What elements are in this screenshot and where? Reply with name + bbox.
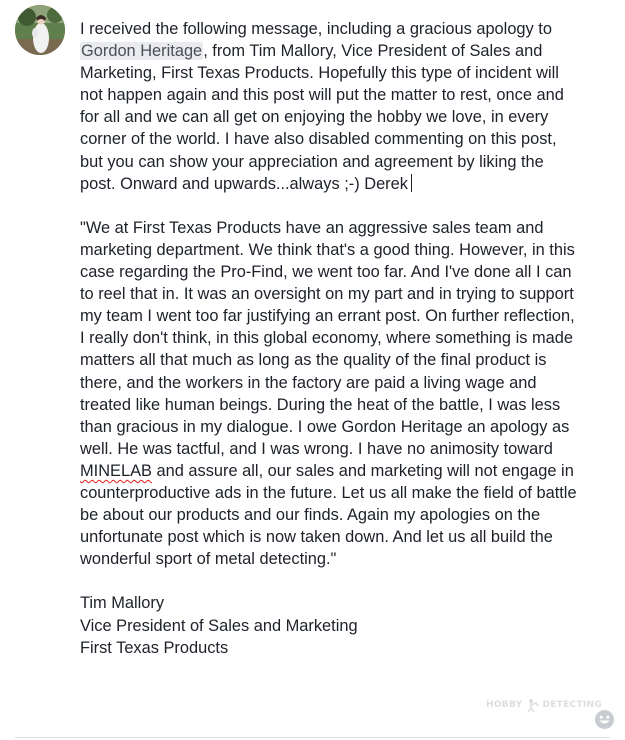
avatar-photo <box>15 5 65 55</box>
detector-logo-icon <box>525 697 539 713</box>
paragraph-gap <box>80 570 580 592</box>
quote-paragraph <box>80 217 580 571</box>
watermark-left-text: HOBBY <box>486 700 523 710</box>
quote-text-rest: and assure all, our sales and marketing will not engage in counterproductive ads in the future. Let us all make the field of battle be about our products and our finds. Again my apologies on the unfortunate post which is now taken down. And let us all build the wonderful sport of metal detecting." <box>80 461 577 569</box>
signature-title: Vice President of Sales and Marketing <box>80 616 358 635</box>
intro-text-start: I received the following message, including a gracious apology to <box>80 20 552 38</box>
avatar[interactable] <box>15 5 65 55</box>
quote-text-start: "We at First Texas Products have an aggressive sales team and marketing department. We think that's a good thing. However, in this case regarding the Pro-Find, we went too far. And I've done all I can to reel that in. It was an oversight on my part and in trying to support my team I went too far justifying an errant post. On further reflection, I really don't think, in this global economy, where something is made matters all that much as long as the quality of the final product is there, and the workers in the factory are paid a living wage and treated like human beings. During the heat of the battle, I was less than gracious in my dialogue. I owe Gordon Heritage an apology as well. He was tactful, and I was wrong. I have no animosity toward <box>80 218 575 458</box>
smiley-icon <box>594 709 615 730</box>
tagged-person-gordon-heritage[interactable]: Gordon Heritage <box>81 42 203 61</box>
text-cursor <box>411 174 412 192</box>
intro-paragraph <box>80 18 580 195</box>
post-composer-text[interactable] <box>80 18 580 659</box>
divider <box>15 737 610 738</box>
signature-company: First Texas Products <box>80 638 229 657</box>
watermark <box>486 697 602 713</box>
intro-text-rest: , from Tim Mallory, Vice President of Sales and Marketing, First Texas Products. Hopefully this type of incident will not happen again and this post will put the matter to rest, once and for all and we can all get on enjoying the hobby we love, in every corner of the world. I have also disabled commenting on this post, but you can show your appreciation and agreement by liking the post. Onward and upwards...always ;-) Derek <box>80 42 564 193</box>
emoji-button[interactable] <box>594 709 615 730</box>
misspelled-word-minelab[interactable]: MINELAB <box>80 461 152 480</box>
paragraph-gap <box>80 195 580 217</box>
watermark-right-text: DETECTING <box>542 700 603 710</box>
signature-name: Tim Mallory <box>80 594 165 613</box>
